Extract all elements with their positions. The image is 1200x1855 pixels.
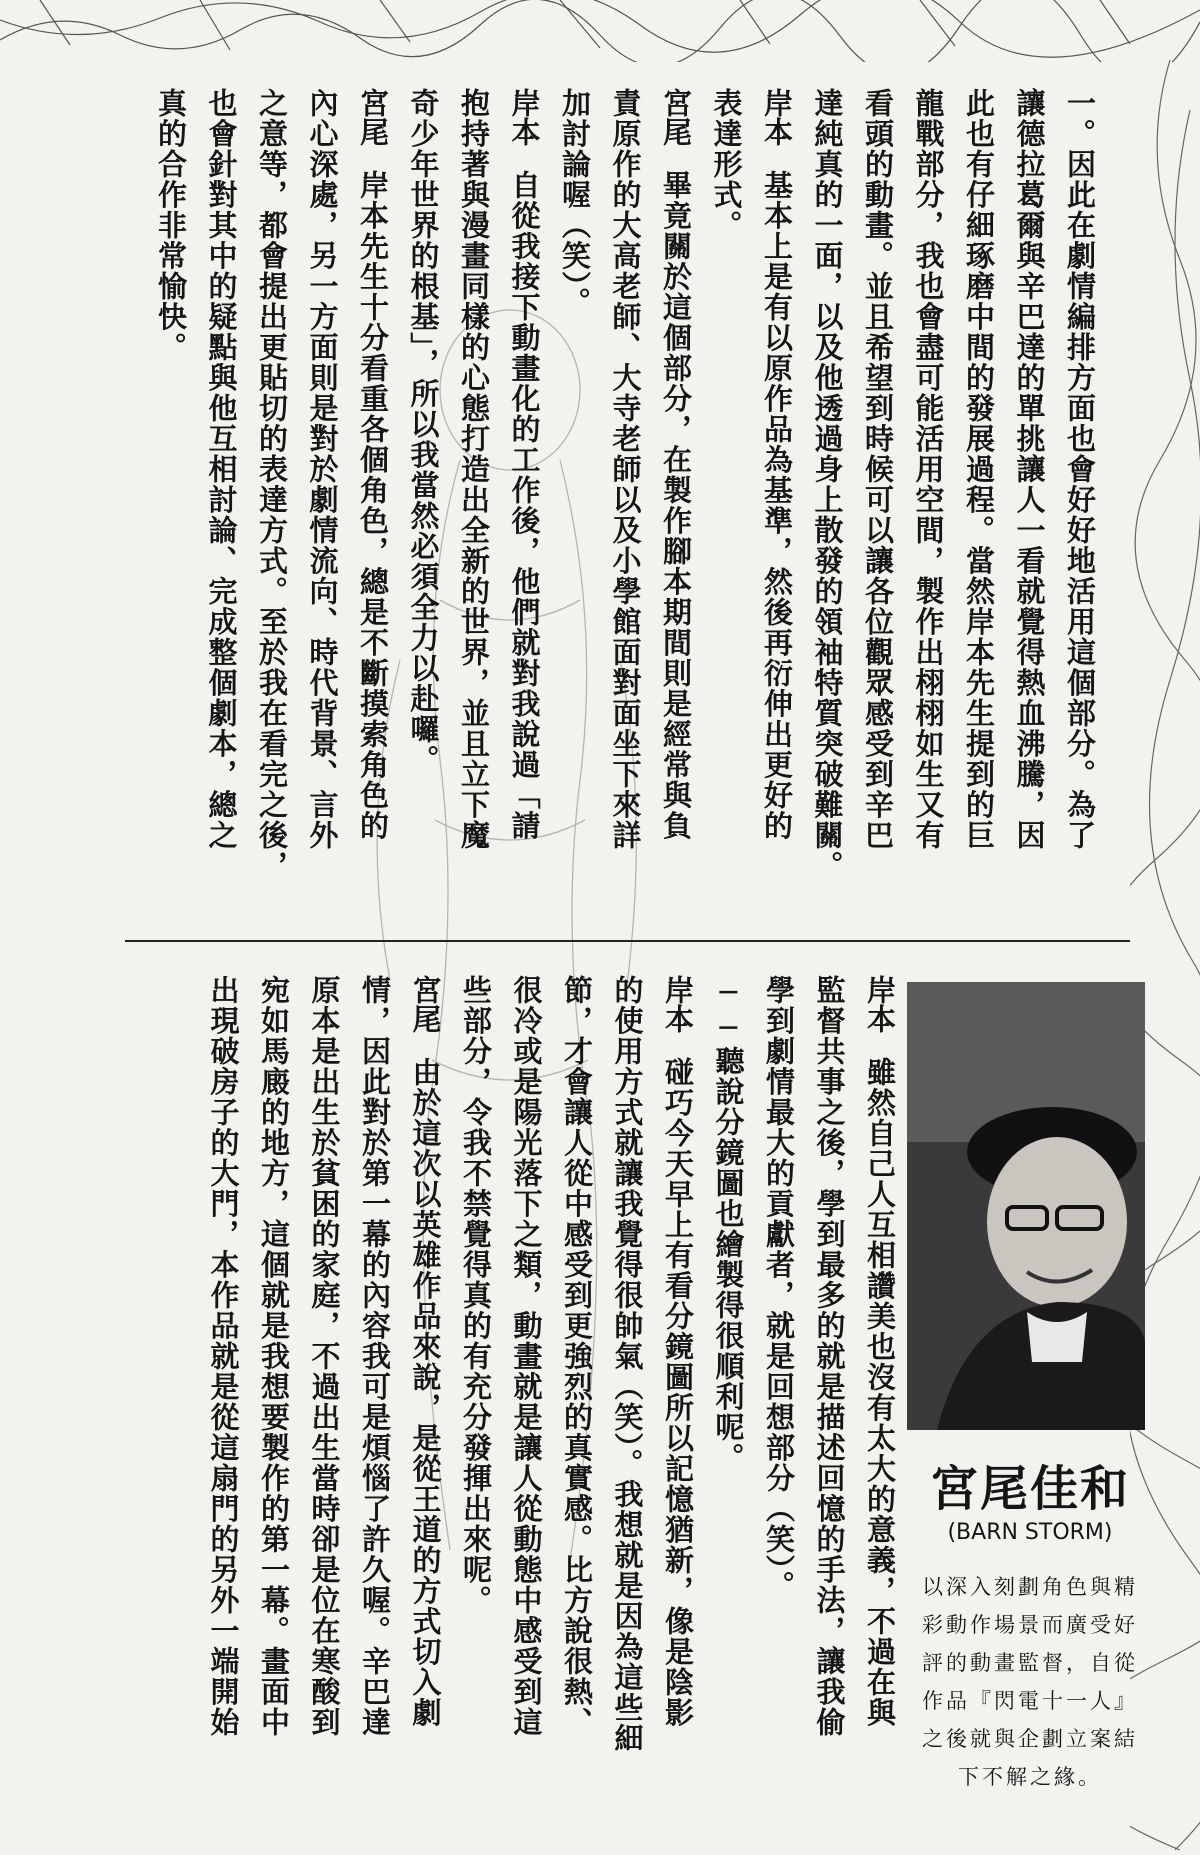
column-text: 也會針對其中的疑點與他互相討論、完成整個劇本，總之 [204, 88, 239, 851]
profile-name: 宮尾佳和 [929, 1461, 1130, 1517]
text-column [350, 975, 401, 1855]
profile-desc-line: 評的動畫監督，自從 [922, 1651, 1138, 1675]
text-column [501, 975, 552, 1855]
text-column [400, 975, 451, 1855]
text-column [1055, 88, 1106, 938]
column-text: 情，因此對於第一幕的內容我可是煩惱了許久喔。辛巴達 [358, 975, 392, 1738]
text-column [196, 88, 247, 938]
column-text: 內心深處，另一方面則是對於劇情流向、時代背景、言外 [305, 88, 340, 851]
text-column [754, 975, 805, 1855]
section-divider [125, 940, 1130, 942]
column-text: 宛如馬廄的地方，這個就是我想要製作的第一幕。畫面中 [257, 975, 291, 1738]
text-column [297, 88, 348, 938]
speaker-label: 岸本 [661, 975, 695, 1033]
column-text: 雖然自己人互相讚美也沒有太大的意義，不過在與 [863, 1057, 897, 1728]
column-text: 讓德拉葛爾與辛巴達的單挑讓人一看就覺得熱血沸騰，因 [1012, 88, 1047, 851]
column-text: 自從我接下動畫化的工作後，他們就對我說過「請 [507, 170, 542, 841]
text-column [602, 975, 653, 1855]
text-column [804, 975, 855, 1855]
text-column [855, 975, 906, 1855]
column-text: 一。因此在劇情編排方面也會好好地活用這個部分。為了 [1063, 88, 1097, 851]
text-column [701, 88, 752, 938]
column-text: 真的合作非常愉快。 [154, 88, 188, 363]
text-column [398, 88, 449, 938]
text-column [249, 975, 300, 1855]
text-column [651, 88, 702, 938]
profile-studio: (BARN STORM) [947, 1520, 1113, 1545]
text-column [853, 88, 904, 938]
profile-desc-line: 以深入刻劃角色與精 [922, 1575, 1138, 1599]
column-text: 表達形式。 [709, 88, 744, 241]
column-text: 達純真的一面，以及他透過身上散發的領袖特質突破難關。 [810, 88, 845, 881]
speaker-label: 宮尾 [659, 88, 693, 146]
text-column [449, 88, 500, 938]
column-text: 碰巧今天早上有看分鏡圖所以記憶猶新，像是陰影 [661, 1057, 695, 1728]
top-ornament-border [0, 0, 1200, 62]
column-text: 抱持著與漫畫同樣的心態打造出全新的世界，並且立下魔 [457, 88, 491, 851]
profile-desc-line: 彩動作場景而廣受好 [922, 1613, 1138, 1637]
column-text: 出現破房子的大門，本作品就是從這扇門的另外一端開始 [206, 975, 241, 1738]
column-text: 由於這次以英雄作品來說，是從王道的方式切入劇 [408, 1057, 443, 1728]
text-column [299, 975, 350, 1855]
profile-desc-line: 作品『閃電十一人』 [922, 1689, 1138, 1713]
speaker-label: 岸本 [863, 975, 897, 1033]
text-column [348, 88, 399, 938]
text-column [552, 975, 603, 1855]
profile-desc-line: 下不解之緣。 [958, 1765, 1102, 1789]
column-text: 些部分，令我不禁覺得真的有充分發揮出來呢。 [459, 975, 493, 1616]
column-text: 之意等，都會提出更貼切的表達方式。至於我在看完之後， [255, 88, 289, 881]
text-column [954, 88, 1005, 938]
column-text: 岸本先生十分看重各個角色，總是不斷摸索角色的 [356, 170, 390, 841]
column-text: 責原作的大高老師、大寺老師以及小學館面對面坐下來詳 [608, 88, 643, 851]
column-text: 奇少年世界的根基」，所以我當然必須全力以赴囉。 [406, 88, 441, 775]
speaker-label: 岸本 [760, 88, 794, 146]
column-text: 很冷或是陽光落下之類，動畫就是讓人從動態中感受到這 [509, 975, 544, 1738]
speaker-label: 宮尾 [356, 88, 390, 146]
column-text: 節，才會讓人從中感受到更強烈的真實感。比方說很熱、 [560, 975, 594, 1738]
text-column [903, 88, 954, 938]
text-column [752, 88, 803, 938]
column-text: 學到劇情最大的貢獻者，就是回想部分（笑）。 [762, 975, 796, 1601]
text-column [653, 975, 704, 1855]
speaker-label: 岸本 [507, 88, 542, 146]
text-column [600, 88, 651, 938]
column-text: 監督共事之後，學到最多的就是描述回憶的手法，讓我偷 [812, 975, 847, 1738]
text-column [247, 88, 298, 938]
column-text: 基本上是有以原作品為基準，然後再衍伸出更好的 [760, 170, 794, 841]
text-column [451, 975, 502, 1855]
column-text: 的使用方式就讓我覺得很帥氣（笑）。我想就是因為這些細 [610, 975, 645, 1754]
column-text: 龍戰部分，我也會盡可能活用空間，製作出栩栩如生又有 [911, 88, 946, 851]
text-column [550, 88, 601, 938]
column-text: 原本是出生於貧困的家庭，不過出生當時卻是位在寒酸到 [307, 975, 342, 1738]
column-text: 畢竟關於這個部分，在製作腳本期間則是經常與負 [659, 170, 693, 841]
text-column [703, 975, 754, 1855]
text-column [1004, 88, 1055, 938]
column-text: 加討論喔（笑）。 [558, 88, 592, 318]
column-text: 看頭的動畫。並且希望到時候可以讓各位觀眾感受到辛巴 [861, 88, 895, 851]
profile-photo [907, 982, 1145, 1430]
profile-description [910, 1568, 1150, 1796]
profile-desc-line: 之後就與企劃立案結 [922, 1727, 1138, 1751]
text-column [146, 88, 197, 938]
interview-text-upper [146, 88, 1106, 938]
interview-text-lower [198, 975, 905, 1855]
text-column [802, 88, 853, 938]
column-text: ──聽說分鏡圖也繪製得很順利呢。 [711, 975, 746, 1473]
column-text: 此也有仔細琢磨中間的發展過程。當然岸本先生提到的巨 [962, 88, 996, 851]
text-column [198, 975, 249, 1855]
speaker-label: 宮尾 [408, 975, 443, 1033]
text-column [499, 88, 550, 938]
